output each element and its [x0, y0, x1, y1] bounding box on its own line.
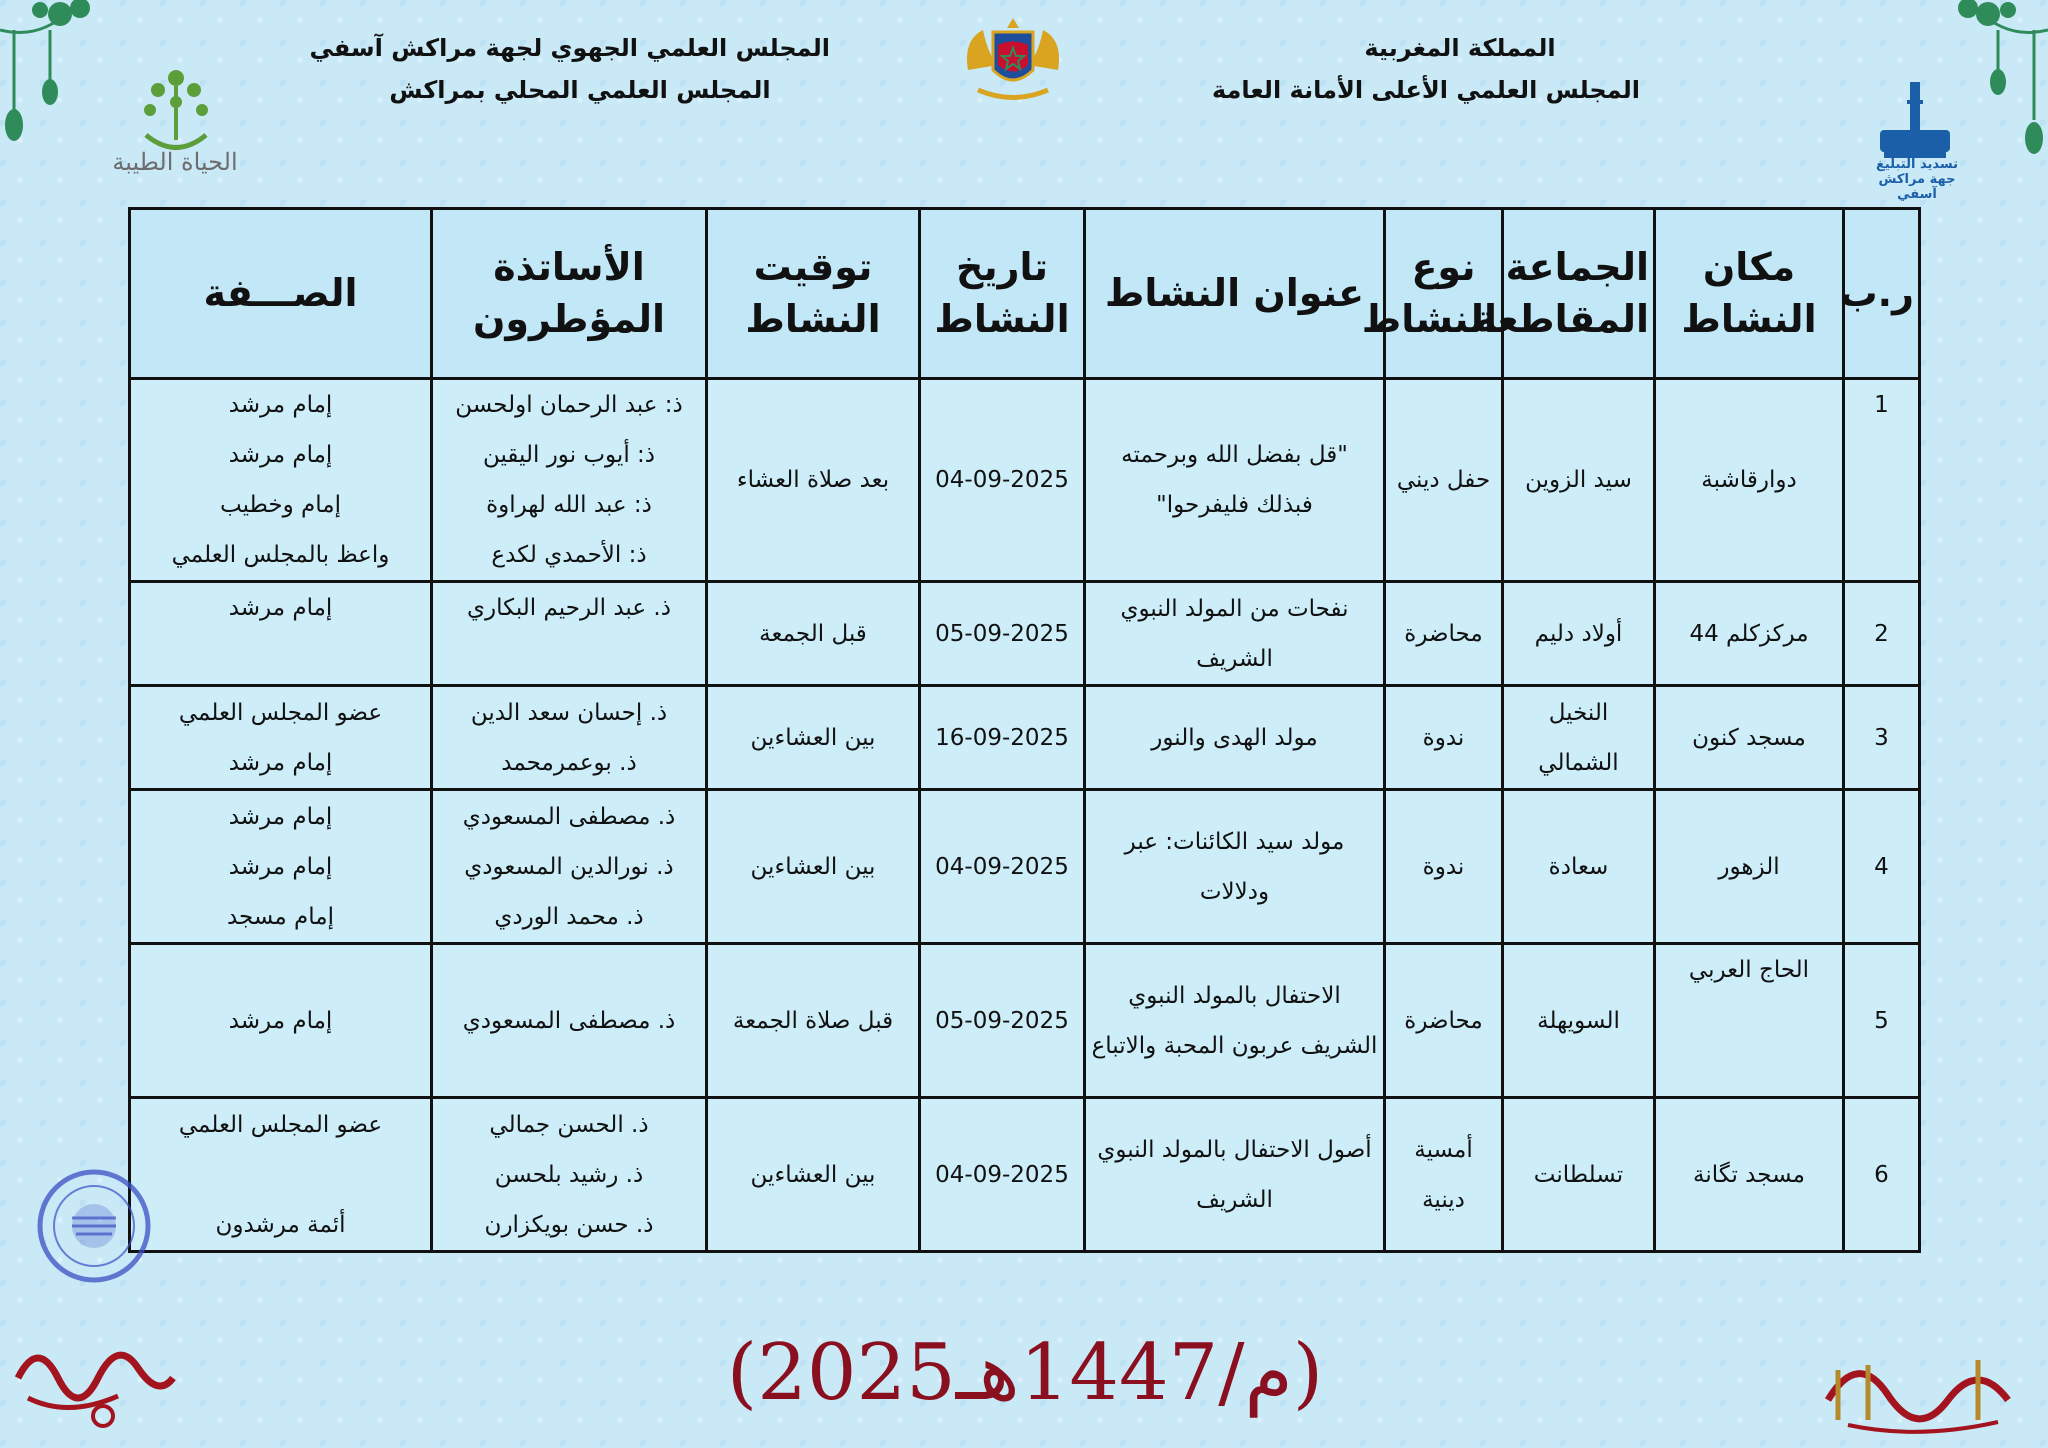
table-row [130, 1098, 1920, 1252]
table-row [130, 790, 1920, 944]
teacher-name: ذ. مصطفى المسعودي [462, 803, 676, 830]
cell-roles [130, 379, 432, 582]
cell-date: 05-09-2025 [920, 944, 1085, 1098]
cell-commune: سعادة [1503, 790, 1655, 944]
cell-type: حفل ديني [1385, 379, 1503, 582]
table-row [130, 379, 1920, 582]
cell-teachers [432, 790, 707, 944]
cell-title: الاحتفال بالمولد النبوي الشريف عربون المحبة والاتباع [1085, 944, 1385, 1098]
teacher-role: عضو المجلس العلمي [178, 699, 383, 726]
teacher-role: إمام مرشد [228, 853, 333, 880]
cell-time: بين العشاءين [707, 790, 920, 944]
teacher-role [135, 1150, 426, 1200]
teacher-name: ذ. بوعمرمحمد [501, 749, 637, 776]
teacher-name: ذ. إحسان سعد الدين [470, 699, 668, 726]
cell-type: ندوة [1385, 686, 1503, 790]
table-header-row [130, 209, 1920, 379]
logo-right-line1: تسديد التبليغ [1876, 157, 1958, 172]
cell-num: 4 [1844, 790, 1920, 944]
header-local-council: المجلس العلمي المحلي بمراكش [389, 76, 771, 104]
teacher-role: إمام وخطيب [220, 492, 341, 518]
cell-time: قبل الجمعة [707, 582, 920, 686]
cell-date: 04-09-2025 [920, 1098, 1085, 1252]
col-header-type: نوع النشاط [1385, 209, 1503, 379]
cell-teachers [432, 582, 707, 686]
header-kingdom-title: المملكة المغربية [1364, 34, 1556, 62]
cell-commune: النخيل الشمالي [1503, 686, 1655, 790]
cell-teachers [432, 1098, 707, 1252]
cell-title: مولد الهدى والنور [1085, 686, 1385, 790]
cell-place: مسجد كنون [1655, 686, 1844, 790]
teacher-name: ذ. عبد الرحيم البكاري [467, 595, 671, 621]
cell-commune: سيد الزوين [1503, 379, 1655, 582]
header-council-title: المجلس العلمي الأعلى الأمانة العامة [1211, 76, 1640, 104]
table-row [130, 944, 1920, 1098]
cell-title: نفحات من المولد النبوي الشريف [1085, 582, 1385, 686]
cell-time: بين العشاءين [707, 1098, 920, 1252]
teacher-role: إمام مرشد [228, 392, 333, 418]
mawlid-khayr-albariyya-calligraphy [8, 1328, 183, 1432]
teacher-name: ذ. مصطفى المسعودي [462, 1007, 676, 1034]
col-header-commune: الجماعة المقاطعة [1503, 209, 1655, 379]
teacher-role: واعظ بالمجلس العلمي [171, 542, 390, 568]
col-header-teachers: الأساتذة المؤطرون [432, 209, 707, 379]
teacher-role: إمام مسجد [226, 903, 335, 930]
official-seal-stamp [36, 1168, 152, 1284]
cell-place: دوارقاشبة [1655, 379, 1844, 582]
teacher-name: ذ. محمد الوردي [494, 903, 644, 930]
coat-of-arms-emblem [958, 10, 1068, 110]
cell-commune: أولاد دليم [1503, 582, 1655, 686]
cell-type: محاضرة [1385, 944, 1503, 1098]
col-header-time: توقيت النشاط [707, 209, 920, 379]
cell-teachers [432, 379, 707, 582]
cell-type: ندوة [1385, 790, 1503, 944]
col-header-date: تاريخ النشاط [920, 209, 1085, 379]
cell-commune: السويهلة [1503, 944, 1655, 1098]
cell-num: 3 [1844, 686, 1920, 790]
cell-type: أمسية دينية [1385, 1098, 1503, 1252]
cell-type: محاضرة [1385, 582, 1503, 686]
cell-roles [130, 582, 432, 686]
cell-title: "قل بفضل الله وبرحمته فبذلك فليفرحوا" [1085, 379, 1385, 582]
teacher-role: إمام مرشد [228, 442, 333, 468]
cell-title: مولد سيد الكائنات: عبر ودلالات [1085, 790, 1385, 944]
teacher-name: ذ: عبد الرحمان اولحسن [455, 392, 683, 418]
logo-right-caption [1862, 157, 1972, 202]
teacher-name: ذ. رشيد بلحسن [494, 1161, 644, 1188]
almawlid-annabawi-calligraphy [1808, 1340, 2018, 1440]
cell-num: 6 [1844, 1098, 1920, 1252]
cell-num: 5 [1844, 944, 1920, 1098]
col-header-role: الصـــفة [130, 209, 432, 379]
teacher-role: أئمة مرشدون [215, 1211, 346, 1238]
cell-date: 04-09-2025 [920, 790, 1085, 944]
col-header-num: ر.ب [1844, 209, 1920, 379]
cell-place: مسجد تگانة [1655, 1098, 1844, 1252]
footer-year: (2025م/1447هـ) [726, 1328, 1324, 1418]
cell-num: 2 [1844, 582, 1920, 686]
cell-place: الحاج العربي [1655, 944, 1844, 1098]
cell-date: 16-09-2025 [920, 686, 1085, 790]
logo-right-line2: جهة مراكش آسفي [1878, 172, 1956, 202]
cell-time: بين العشاءين [707, 686, 920, 790]
cell-place: مركزكلم 44 [1655, 582, 1844, 686]
cell-roles [130, 944, 432, 1098]
teacher-name: ذ. الحسن جمالي [489, 1111, 649, 1138]
teacher-name: ذ. حسن بويكزارن [484, 1211, 654, 1238]
cell-date: 05-09-2025 [920, 582, 1085, 686]
cell-date: 04-09-2025 [920, 379, 1085, 582]
teacher-role: إمام مرشد [228, 595, 333, 621]
cell-time: بعد صلاة العشاء [707, 379, 920, 582]
table-row [130, 582, 1920, 686]
teacher-role: إمام مرشد [228, 1007, 333, 1034]
cell-title: أصول الاحتفال بالمولد النبوي الشريف [1085, 1098, 1385, 1252]
corner-ornament-left [0, 0, 130, 170]
teacher-name: ذ: أيوب نور اليقين [482, 442, 656, 468]
cell-roles [130, 1098, 432, 1252]
logo-left-caption: الحياة الطيبة [112, 148, 238, 176]
cell-teachers [432, 944, 707, 1098]
teacher-role: إمام مرشد [228, 803, 333, 830]
teacher-name: ذ: عبد الله لهراوة [486, 492, 652, 518]
cell-place: الزهور [1655, 790, 1844, 944]
teacher-name: ذ. نورالدين المسعودي [464, 853, 674, 880]
cell-num: 1 [1844, 379, 1920, 582]
cell-teachers [432, 686, 707, 790]
table-row [130, 686, 1920, 790]
teacher-name: ذ: الأحمدي لكدع [491, 542, 647, 568]
col-header-place: مكان النشاط [1655, 209, 1844, 379]
cell-time: قبل صلاة الجمعة [707, 944, 920, 1098]
activity-schedule-table [128, 207, 1921, 1253]
cell-roles [130, 686, 432, 790]
col-header-title: عنوان النشاط [1085, 209, 1385, 379]
teacher-role: عضو المجلس العلمي [178, 1111, 383, 1138]
cell-roles [130, 790, 432, 944]
teacher-role: إمام مرشد [228, 749, 333, 776]
cell-commune: تسلطانت [1503, 1098, 1655, 1252]
header-regional-council: المجلس العلمي الجهوي لجهة مراكش آسفي [309, 34, 830, 62]
